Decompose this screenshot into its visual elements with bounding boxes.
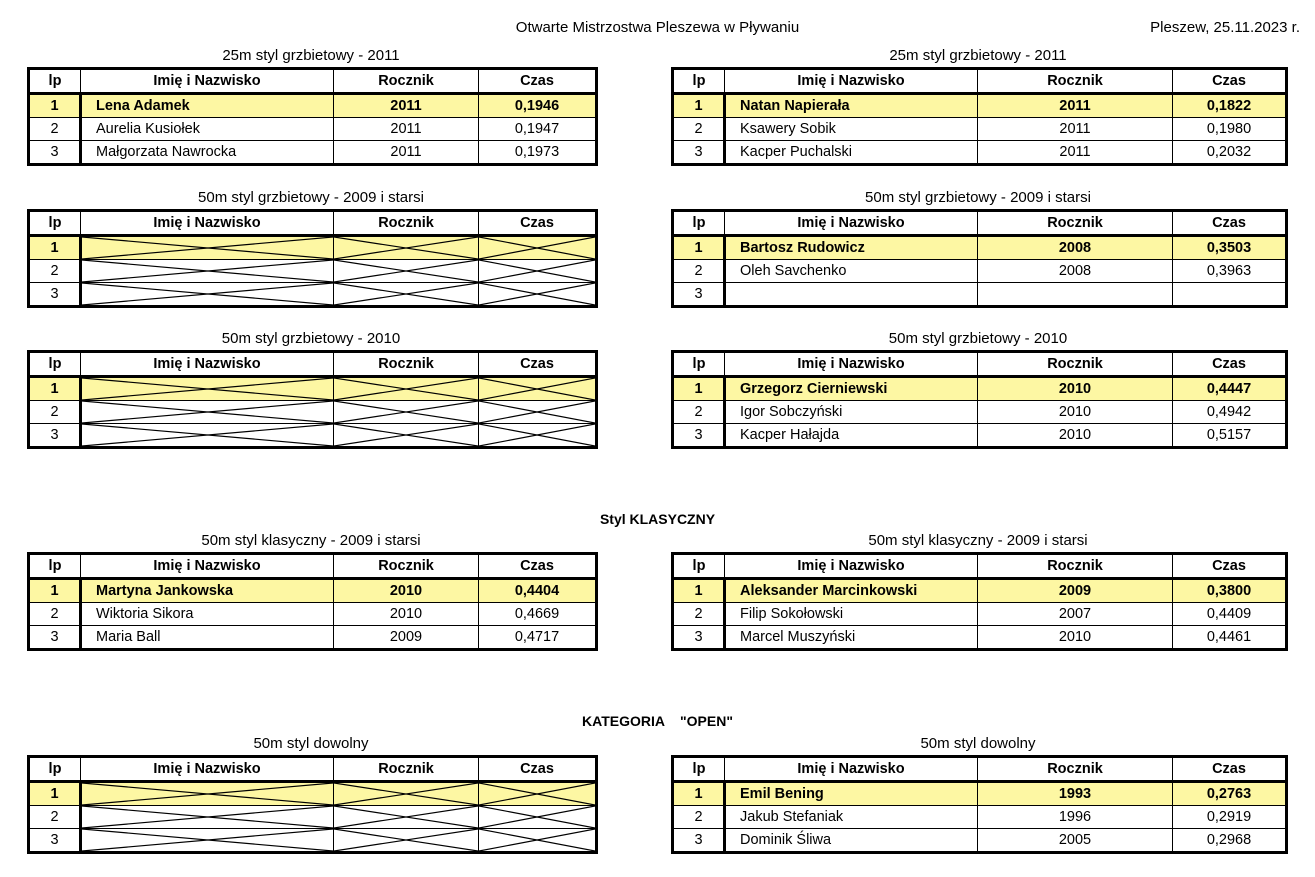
table-row [29,283,597,307]
header-name: Imię i Nazwisko [81,757,334,782]
header-lp: lp [29,757,81,782]
table-row [673,579,1287,603]
cell-time [479,424,597,448]
header-name: Imię i Nazwisko [725,211,978,236]
cross-out-mark [82,283,333,305]
cell-time: 0,4942 [1173,401,1287,424]
table-row [29,236,597,260]
cell-lp: 2 [673,806,725,829]
cell-name: Jakub Stefaniak [725,806,978,829]
cell-name: Igor Sobczyński [725,401,978,424]
cell-lp: 2 [673,118,725,141]
table-row [29,579,597,603]
cross-out-mark [82,806,333,828]
cell-lp: 1 [673,236,725,260]
header-time: Czas [1173,757,1287,782]
cell-year [334,829,479,853]
table-row [29,829,597,853]
cell-lp: 2 [29,260,81,283]
cell-name [81,829,334,853]
cross-out-mark [82,260,333,282]
cell-time [479,236,597,260]
cell-lp: 1 [29,94,81,118]
cell-year [334,377,479,401]
results-table [671,209,1288,308]
cell-name [81,806,334,829]
cell-lp: 1 [673,94,725,118]
cell-year [334,401,479,424]
table-title: 25m styl grzbietowy - 2011 [222,47,400,64]
cell-name: Filip Sokołowski [725,603,978,626]
cell-year [334,424,479,448]
header-lp: lp [673,352,725,377]
table-row [673,603,1287,626]
table-row [673,424,1287,448]
cross-out-mark [82,424,333,446]
header-lp: lp [673,211,725,236]
results-block-t10 [671,733,1285,854]
cross-out-mark [334,424,478,446]
results-table [27,209,598,308]
header-year: Rocznik [334,211,479,236]
cell-time [479,829,597,853]
cell-time [479,377,597,401]
cell-name: Kacper Puchalski [725,141,978,165]
cell-name [81,424,334,448]
cell-time: 0,2919 [1173,806,1287,829]
table-row [673,236,1287,260]
cell-lp: 1 [673,782,725,806]
header-name: Imię i Nazwisko [81,352,334,377]
table-row [29,782,597,806]
cell-year: 1993 [978,782,1173,806]
table-row [29,401,597,424]
header-lp: lp [673,69,725,94]
cell-time: 0,3503 [1173,236,1287,260]
cell-lp: 3 [29,829,81,853]
header-name: Imię i Nazwisko [725,554,978,579]
cross-out-mark [82,237,333,259]
header-time: Czas [1173,69,1287,94]
cell-name: Grzegorz Cierniewski [725,377,978,401]
cell-year: 2005 [978,829,1173,853]
table-row [673,377,1287,401]
cell-year: 2011 [978,94,1173,118]
cell-name [81,283,334,307]
cell-lp: 1 [29,377,81,401]
cell-year [334,260,479,283]
table-row [29,94,597,118]
table-row [29,260,597,283]
section-title-open: KATEGORIA "OPEN" [582,713,733,729]
header-time: Czas [1173,554,1287,579]
cell-time: 0,5157 [1173,424,1287,448]
cross-out-mark [334,378,478,400]
results-block-t3 [27,187,595,308]
results-block-t6 [671,328,1285,449]
cell-time [1173,283,1287,307]
header-year: Rocznik [978,69,1173,94]
cell-lp: 3 [673,829,725,853]
table-title: 50m styl dowolny [253,735,369,752]
header-time: Czas [479,211,597,236]
document-title: Otwarte Mistrzostwa Pleszewa w Pływaniu [515,19,800,36]
header-lp: lp [29,352,81,377]
cross-out-mark [334,806,478,828]
cell-time: 0,4447 [1173,377,1287,401]
table-title: 25m styl grzbietowy - 2011 [889,47,1067,64]
cell-time: 0,2968 [1173,829,1287,853]
results-table [671,67,1288,166]
header-year: Rocznik [334,69,479,94]
cell-name: Emil Bening [725,782,978,806]
header-year: Rocznik [978,211,1173,236]
table-row [29,118,597,141]
header-time: Czas [479,554,597,579]
header-year: Rocznik [334,554,479,579]
cross-out-mark [479,806,595,828]
cell-year: 2008 [978,236,1173,260]
header-time: Czas [479,757,597,782]
results-block-t1 [27,45,595,166]
header-name: Imię i Nazwisko [81,211,334,236]
table-row [673,94,1287,118]
cell-lp: 1 [29,782,81,806]
cross-out-mark [334,829,478,851]
cell-lp: 3 [673,424,725,448]
cell-name: Aleksander Marcinkowski [725,579,978,603]
results-block-t5 [27,328,595,449]
cross-out-mark [82,829,333,851]
cell-name: Lena Adamek [81,94,334,118]
cell-year [334,782,479,806]
cell-lp: 2 [29,401,81,424]
cell-year: 2011 [978,141,1173,165]
cell-time: 0,3800 [1173,579,1287,603]
table-row [29,141,597,165]
cross-out-mark [334,237,478,259]
header-name: Imię i Nazwisko [81,554,334,579]
section-title-klasyczny: Styl KLASYCZNY [599,511,716,527]
table-row [673,141,1287,165]
cell-lp: 3 [673,141,725,165]
cell-time: 0,1822 [1173,94,1287,118]
cross-out-mark [82,401,333,423]
header-name: Imię i Nazwisko [725,69,978,94]
cell-lp: 2 [673,603,725,626]
cell-year: 2010 [334,579,479,603]
results-table [27,350,598,449]
table-row [673,782,1287,806]
cell-time [479,806,597,829]
header-lp: lp [673,757,725,782]
table-title: 50m styl klasyczny - 2009 i starsi [201,532,421,549]
table-row [673,806,1287,829]
cell-lp: 3 [29,141,81,165]
cell-lp: 2 [673,260,725,283]
table-row [673,118,1287,141]
table-title: 50m styl grzbietowy - 2010 [221,330,401,347]
cross-out-mark [334,401,478,423]
cell-name: Maria Ball [81,626,334,650]
cross-out-mark [334,260,478,282]
cell-name: Martyna Jankowska [81,579,334,603]
header-year: Rocznik [334,757,479,782]
cell-lp: 2 [29,118,81,141]
cell-name: Marcel Muszyński [725,626,978,650]
table-row [29,603,597,626]
results-table [671,552,1288,651]
cell-year [334,236,479,260]
cell-time [479,401,597,424]
table-title: 50m styl grzbietowy - 2010 [888,330,1068,347]
cell-lp: 2 [673,401,725,424]
cell-name: Bartosz Rudowicz [725,236,978,260]
cell-time: 0,2032 [1173,141,1287,165]
header-time: Czas [479,352,597,377]
header-year: Rocznik [978,554,1173,579]
table-row [673,283,1287,307]
cell-time: 0,4404 [479,579,597,603]
document-date: Pleszew, 25.11.2023 r. [1150,19,1300,36]
cross-out-mark [82,783,333,805]
cell-lp: 3 [29,424,81,448]
cell-year: 2011 [334,94,479,118]
cell-lp: 3 [673,626,725,650]
results-table [27,552,598,651]
header-time: Czas [1173,352,1287,377]
cell-year: 2011 [334,118,479,141]
cell-year: 2010 [978,401,1173,424]
cell-time: 0,2763 [1173,782,1287,806]
header-name: Imię i Nazwisko [81,69,334,94]
cell-time [479,782,597,806]
cell-name: Oleh Savchenko [725,260,978,283]
cell-name: Wiktoria Sikora [81,603,334,626]
cross-out-mark [479,283,595,305]
cell-time: 0,4409 [1173,603,1287,626]
cell-time: 0,3963 [1173,260,1287,283]
cross-out-mark [82,378,333,400]
cell-lp: 2 [29,603,81,626]
cell-name: Małgorzata Nawrocka [81,141,334,165]
cell-year: 2010 [978,424,1173,448]
header-year: Rocznik [334,352,479,377]
header-year: Rocznik [978,352,1173,377]
table-row [29,626,597,650]
cross-out-mark [479,260,595,282]
cell-lp: 3 [29,626,81,650]
cell-year: 2010 [978,377,1173,401]
header-time: Czas [1173,211,1287,236]
cell-year: 2010 [334,603,479,626]
cell-name [81,236,334,260]
cross-out-mark [479,424,595,446]
cell-lp: 1 [673,377,725,401]
cross-out-mark [479,401,595,423]
header-year: Rocznik [978,757,1173,782]
cell-year: 1996 [978,806,1173,829]
table-row [29,424,597,448]
table-row [29,377,597,401]
cell-name [725,283,978,307]
header-lp: lp [29,69,81,94]
cell-lp: 1 [673,579,725,603]
cell-name: Ksawery Sobik [725,118,978,141]
table-title: 50m styl klasyczny - 2009 i starsi [868,532,1088,549]
table-row [673,401,1287,424]
cross-out-mark [334,783,478,805]
results-table [671,350,1288,449]
cell-year: 2009 [334,626,479,650]
table-title: 50m styl grzbietowy - 2009 i starsi [865,189,1091,206]
cell-year [978,283,1173,307]
cell-time: 0,4717 [479,626,597,650]
table-row [29,806,597,829]
results-block-t4 [671,187,1285,308]
cell-time: 0,1973 [479,141,597,165]
header-name: Imię i Nazwisko [725,757,978,782]
results-block-t2 [671,45,1285,166]
cell-year [334,806,479,829]
table-title: 50m styl grzbietowy - 2009 i starsi [198,189,424,206]
results-block-t8 [671,530,1285,651]
cell-lp: 1 [29,579,81,603]
cross-out-mark [334,283,478,305]
cell-year: 2011 [334,141,479,165]
results-table [27,755,598,854]
cell-year: 2008 [978,260,1173,283]
cross-out-mark [479,237,595,259]
cell-year: 2011 [978,118,1173,141]
results-block-t9 [27,733,595,854]
header-lp: lp [29,211,81,236]
cell-year: 2010 [978,626,1173,650]
cell-year: 2009 [978,579,1173,603]
table-row [673,626,1287,650]
cross-out-mark [479,378,595,400]
cell-time [479,260,597,283]
cell-lp: 2 [29,806,81,829]
cross-out-mark [479,829,595,851]
header-lp: lp [29,554,81,579]
cell-name [81,401,334,424]
cell-name: Aurelia Kusiołek [81,118,334,141]
cell-name [81,260,334,283]
cell-time [479,283,597,307]
cell-time: 0,4461 [1173,626,1287,650]
cell-name [81,377,334,401]
results-block-t7 [27,530,595,651]
results-table [671,755,1288,854]
cell-year: 2007 [978,603,1173,626]
cell-name [81,782,334,806]
cell-time: 0,1980 [1173,118,1287,141]
cell-lp: 3 [29,283,81,307]
cell-name: Natan Napierała [725,94,978,118]
table-row [673,260,1287,283]
cell-lp: 3 [673,283,725,307]
cell-year [334,283,479,307]
cell-name: Dominik Śliwa [725,829,978,853]
results-table [27,67,598,166]
cell-time: 0,1946 [479,94,597,118]
header-lp: lp [673,554,725,579]
header-time: Czas [479,69,597,94]
cell-name: Kacper Hałajda [725,424,978,448]
cell-time: 0,1947 [479,118,597,141]
table-row [673,829,1287,853]
header-name: Imię i Nazwisko [725,352,978,377]
cell-time: 0,4669 [479,603,597,626]
cross-out-mark [479,783,595,805]
table-title: 50m styl dowolny [920,735,1036,752]
cell-lp: 1 [29,236,81,260]
